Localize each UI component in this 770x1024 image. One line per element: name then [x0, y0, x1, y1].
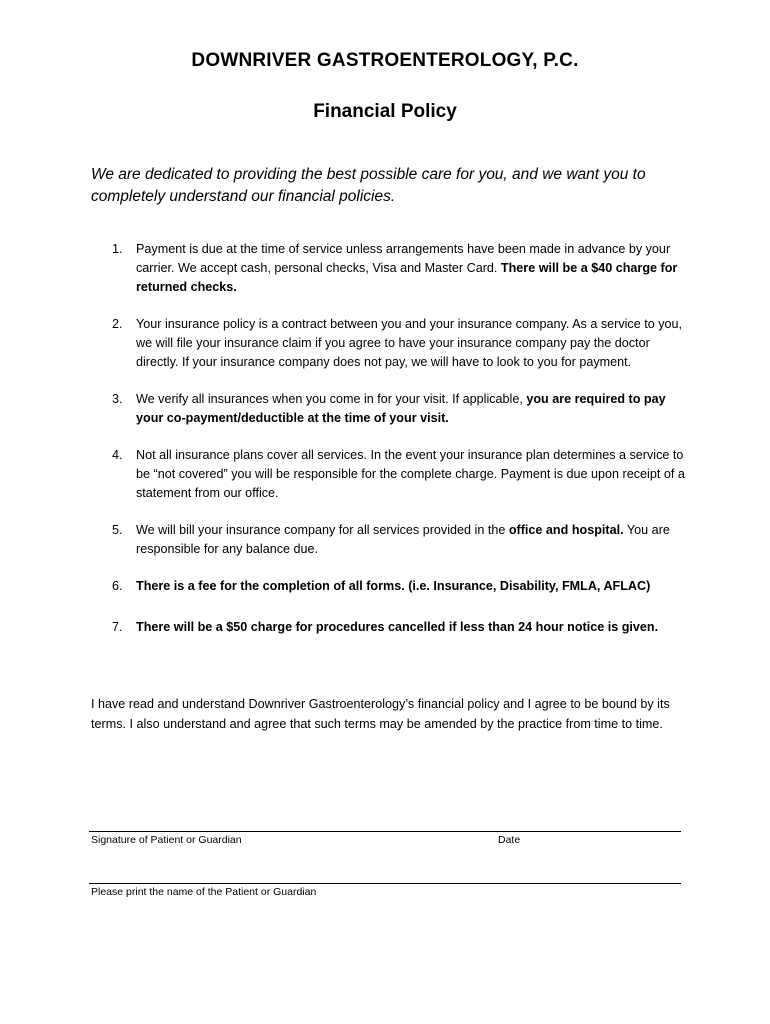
policy-item-7	[110, 618, 690, 637]
signature-line[interactable]	[89, 831, 681, 832]
policy-text: Payment is due at the time of service unless arrangements have been made in advance by your carrier. We accept cash, personal checks, Visa and Master Card.	[136, 242, 671, 275]
policy-text: Your insurance policy is a contract between you and your insurance company. As a service to you, we will file your insurance claim if you agree to have your insurance company pay the doctor directly. If your insurance company does not pay, we will have to look to you for payment.	[136, 317, 683, 369]
policy-bold-text: There is a fee for the completion of all forms. (i.e. Insurance, Disability, FMLA, AFLAC)	[136, 579, 651, 593]
policy-bold-text: There will be a $40 charge for returned checks.	[136, 261, 678, 294]
policy-number: 4.	[112, 448, 123, 462]
policy-item-6	[110, 577, 690, 596]
policy-text: We will bill your insurance company for all services provided in the	[136, 523, 509, 537]
policy-item-5	[110, 521, 690, 559]
policy-number: 3.	[112, 392, 123, 406]
policy-item-4	[110, 446, 690, 503]
print-name-label: Please print the name of the Patient or Guardian	[91, 886, 317, 898]
policy-bold-text: There will be a $50 charge for procedures cancelled if less than 24 hour notice is given.	[136, 620, 659, 634]
policy-after-text: You are responsible for any balance due.	[136, 523, 670, 556]
policy-bold-text: you are required to pay your co-payment/deductible at the time of your visit.	[136, 392, 666, 425]
policy-text: Not all insurance plans cover all services. In the event your insurance plan determines a service to be “not covered” you will be responsible for the complete charge. Payment is due upon receipt of a statement from our office.	[136, 448, 685, 500]
document-title: Financial Policy	[313, 101, 457, 122]
policy-list	[110, 240, 690, 637]
policy-number: 1.	[112, 242, 123, 256]
intro-paragraph: We are dedicated to providing the best possible care for you, and we want you to completely understand our financial policies.	[91, 166, 646, 205]
signature-label: Signature of Patient or Guardian	[91, 834, 242, 846]
date-label: Date	[498, 834, 521, 846]
print-name-line[interactable]	[89, 883, 681, 884]
policy-item-1	[110, 240, 690, 297]
organization-title: DOWNRIVER GASTROENTEROLOGY, P.C.	[191, 50, 579, 71]
policy-number: 6.	[112, 579, 123, 593]
policy-number: 5.	[112, 523, 123, 537]
policy-text: We verify all insurances when you come in for your visit. If applicable,	[136, 392, 527, 406]
acknowledgement-paragraph: I have read and understand Downriver Gastroenterology’s financial policy and I agree to be bound by its terms. I also understand and agree that such terms may be amended by the practice from time to time.	[91, 697, 670, 731]
policy-number: 7.	[112, 620, 123, 634]
policy-number: 2.	[112, 317, 123, 331]
policy-item-3	[110, 390, 690, 428]
policy-bold-text: office and hospital.	[508, 523, 624, 537]
policy-item-2	[110, 315, 690, 372]
